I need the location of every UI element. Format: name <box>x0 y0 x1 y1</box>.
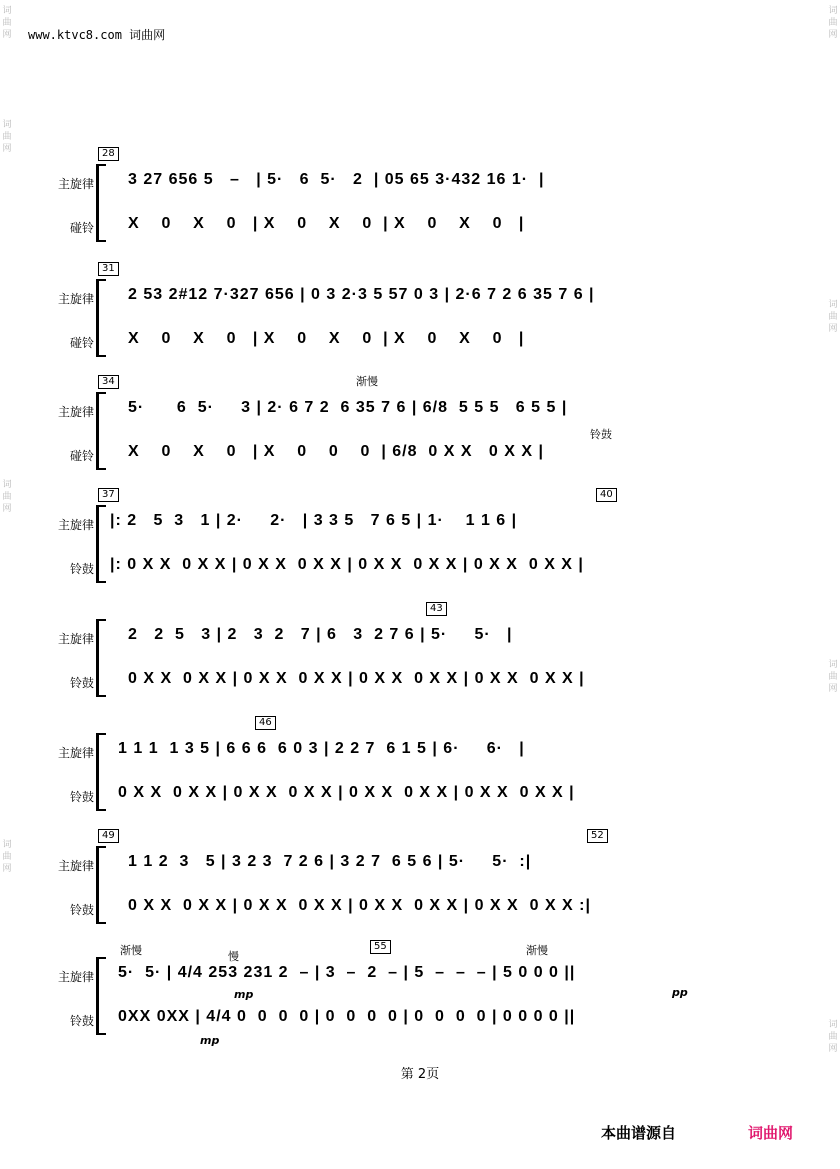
part-label-main: 主旋律 <box>57 970 94 984</box>
tempo-marking: 渐慢 <box>120 944 142 957</box>
measure-number: 31 <box>98 262 119 276</box>
watermark-char: 网 <box>2 864 12 874</box>
watermark-char: 曲 <box>828 1032 838 1042</box>
part-label-bell: 碰铃 <box>69 336 94 350</box>
measure-number: 28 <box>98 147 119 161</box>
percussion-staff: |: 0 X X 0 X X | 0 X X 0 X X | 0 X X 0 X X | 0 X X 0 X X | <box>110 556 584 573</box>
part-label-drum: 铃鼓 <box>69 562 94 576</box>
bracket-cap <box>96 1033 106 1035</box>
watermark-char: 曲 <box>828 312 838 322</box>
watermark-char: 曲 <box>828 18 838 28</box>
measure-number: 40 <box>596 488 617 502</box>
part-label-main: 主旋律 <box>57 746 94 760</box>
dynamic-mp: mp <box>234 988 254 1001</box>
watermark-char: 词 <box>828 300 838 310</box>
watermark-char: 词 <box>2 480 12 490</box>
percussion-staff: 0 X X 0 X X | 0 X X 0 X X | 0 X X 0 X X | 0 X X 0 X X | <box>118 784 575 801</box>
percussion-staff: X 0 X 0 | X 0 0 0 | 6/8 0 X X 0 X X | <box>128 443 544 460</box>
melody-staff: 5· 5· | 4/4 253 231 2 – | 3 – 2 – | 5 – – – | 5 0 0 0 || <box>118 964 576 981</box>
watermark-char: 网 <box>2 504 12 514</box>
part-label-main: 主旋律 <box>57 632 94 646</box>
part-label-bell: 碰铃 <box>69 221 94 235</box>
system-bracket <box>96 279 99 357</box>
part-label-drum: 铃鼓 <box>69 903 94 917</box>
part-label-bell: 碰铃 <box>69 449 94 463</box>
bracket-cap <box>96 355 106 357</box>
percussion-staff: 0XX 0XX | 4/4 0 0 0 0 | 0 0 0 0 | 0 0 0 0 | 0 0 0 0 || <box>118 1008 576 1025</box>
watermark-char: 词 <box>2 840 12 850</box>
part-label-main: 主旋律 <box>57 859 94 873</box>
watermark-char: 词 <box>828 660 838 670</box>
instrument-change-label: 铃鼓 <box>590 428 612 441</box>
part-label-drum: 铃鼓 <box>69 1014 94 1028</box>
measure-number: 43 <box>426 602 447 616</box>
system-bracket <box>96 505 99 583</box>
score-system <box>0 486 840 606</box>
melody-staff: 1 1 2 3 5 | 3 2 3 7 2 6 | 3 2 7 6 5 6 | 5· 5· :| <box>128 853 532 870</box>
bracket-cap <box>96 468 106 470</box>
source-label: 本曲谱源自 <box>601 1124 677 1142</box>
part-label-main: 主旋律 <box>57 405 94 419</box>
measure-number: 37 <box>98 488 119 502</box>
watermark-char: 曲 <box>2 852 12 862</box>
watermark-char: 词 <box>828 6 838 16</box>
watermark-char: 词 <box>828 1020 838 1030</box>
watermark-char: 曲 <box>828 672 838 682</box>
tempo-marking: 慢 <box>228 950 239 963</box>
score-system <box>0 373 840 493</box>
melody-staff: 3 27 656 5 – | 5· 6 5· 2 | 05 65 3·432 16 1· | <box>128 171 545 188</box>
watermark-char: 网 <box>828 1044 838 1054</box>
percussion-staff: 0 X X 0 X X | 0 X X 0 X X | 0 X X 0 X X | 0 X X 0 X X | <box>128 670 585 687</box>
system-bracket <box>96 164 99 242</box>
watermark-char: 网 <box>2 144 12 154</box>
system-bracket <box>96 619 99 697</box>
melody-staff: 2 2 5 3 | 2 3 2 7 | 6 3 2 7 6 | 5· 5· | <box>128 626 513 643</box>
melody-staff: 2 53 2#12 7·327 656 | 0 3 2·3 5 57 0 3 | 2·6 7 2 6 35 7 6 | <box>128 286 595 303</box>
percussion-staff: 0 X X 0 X X | 0 X X 0 X X | 0 X X 0 X X | 0 X X 0 X X :| <box>128 897 591 914</box>
watermark-char: 曲 <box>2 18 12 28</box>
bracket-cap <box>96 695 106 697</box>
score-system <box>0 827 840 947</box>
brand-logo-text[interactable]: 词曲网 <box>748 1124 794 1142</box>
watermark-char: 词 <box>2 120 12 130</box>
score-system <box>0 600 840 720</box>
bracket-cap <box>96 581 106 583</box>
part-label-main: 主旋律 <box>57 292 94 306</box>
tempo-marking: 渐慢 <box>526 944 548 957</box>
melody-staff: 1 1 1 1 3 5 | 6 6 6 6 0 3 | 2 2 7 6 1 5 | 6· 6· | <box>118 740 525 757</box>
score-system <box>0 145 840 265</box>
bracket-cap <box>96 809 106 811</box>
melody-staff: |: 2 5 3 1 | 2· 2· | 3 3 5 7 6 5 | 1· 1 1 6 | <box>110 512 518 529</box>
score-system <box>0 714 840 834</box>
measure-number: 46 <box>255 716 276 730</box>
part-label-drum: 铃鼓 <box>69 790 94 804</box>
tempo-marking: 渐慢 <box>356 375 378 388</box>
watermark-char: 曲 <box>2 132 12 142</box>
watermark-char: 网 <box>828 324 838 334</box>
dynamic-pp: pp <box>672 986 688 999</box>
watermark-char: 曲 <box>2 492 12 502</box>
system-bracket <box>96 957 99 1035</box>
part-label-main: 主旋律 <box>57 518 94 532</box>
melody-staff: 5· 6 5· 3 | 2· 6 7 2 6 35 7 6 | 6/8 5 5 5 6 5 5 | <box>128 399 568 416</box>
score-system <box>0 260 840 380</box>
site-header: www.ktvc8.com 词曲网 <box>28 28 166 42</box>
score-system <box>0 938 840 1058</box>
dynamic-mp: mp <box>200 1034 220 1047</box>
percussion-staff: X 0 X 0 | X 0 X 0 | X 0 X 0 | <box>128 215 525 232</box>
measure-number: 49 <box>98 829 119 843</box>
system-bracket <box>96 392 99 470</box>
watermark-char: 网 <box>828 30 838 40</box>
system-bracket <box>96 733 99 811</box>
watermark-char: 网 <box>828 684 838 694</box>
watermark-char: 网 <box>2 30 12 40</box>
measure-number: 55 <box>370 940 391 954</box>
bracket-cap <box>96 240 106 242</box>
part-label-main: 主旋律 <box>57 177 94 191</box>
part-label-drum: 铃鼓 <box>69 676 94 690</box>
percussion-staff: X 0 X 0 | X 0 X 0 | X 0 X 0 | <box>128 330 525 347</box>
page-number: 第 2页 <box>400 1067 440 1082</box>
watermark-char: 词 <box>2 6 12 16</box>
system-bracket <box>96 846 99 924</box>
measure-number: 52 <box>587 829 608 843</box>
bracket-cap <box>96 922 106 924</box>
measure-number: 34 <box>98 375 119 389</box>
